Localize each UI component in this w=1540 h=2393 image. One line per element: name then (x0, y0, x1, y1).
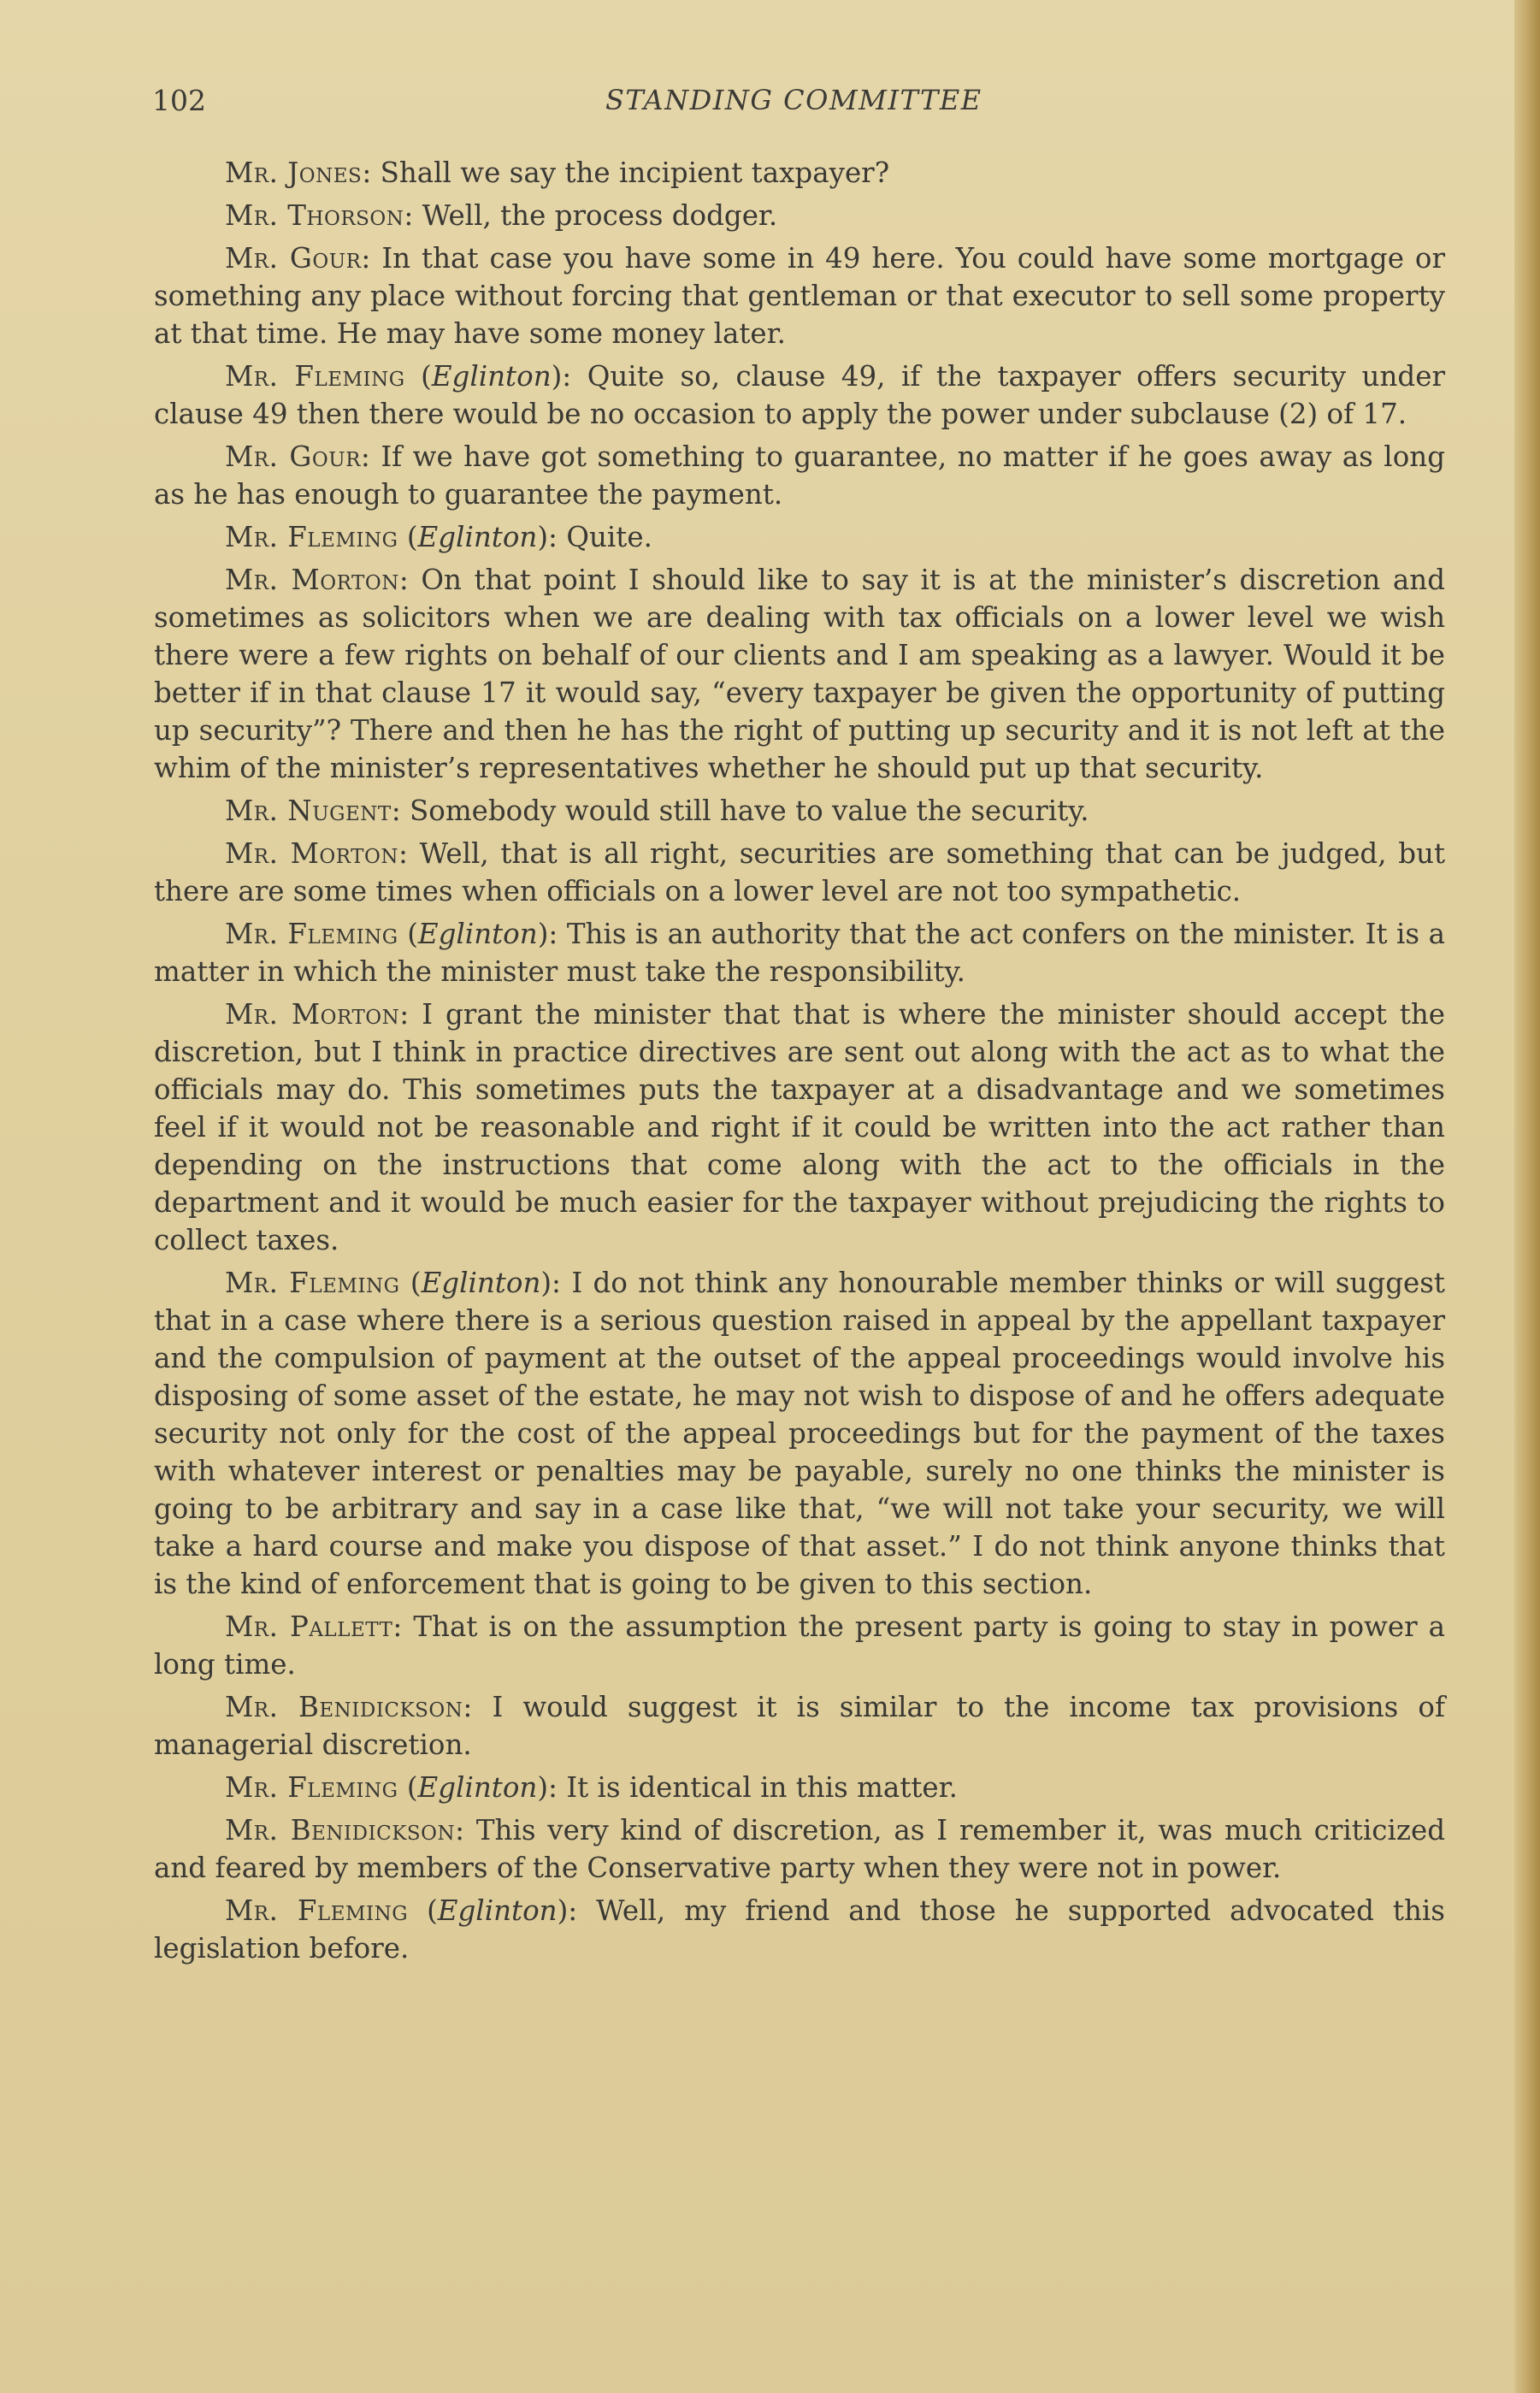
speaker-riding: Eglinton (417, 918, 538, 950)
transcript-paragraph: Mr. Fleming (Eglinton): Quite so, clause 49, if the taxpayer offers security under clause 49 then there would be no occasion to apply the power under subclause (2) of 17. (154, 360, 1445, 430)
speech-text: I grant the minister that that is where the minister should accept the discretion, but I think in practice directives are sent out along with the act as to what the officials may do. This sometimes puts the taxpayer at a disadvantage and we sometimes feel if it would not be reasonable and right if it could be written into the act rather than depending on the instructions that come along with the act to the officials in the department and it would be much easier for the taxpayer without prejudicing the rights to collect taxes. (154, 998, 1445, 1256)
speaker-name: Mr. Gour (225, 242, 362, 275)
speaker-riding: Eglinton (437, 1894, 558, 1927)
speaker-name: Mr. Morton (225, 564, 399, 596)
speaker-name: Mr. Fleming (225, 1267, 400, 1299)
speech-text: Well, the process dodger. (422, 199, 778, 232)
speaker-name: Mr. Pallett (225, 1610, 393, 1643)
transcript-paragraph: Mr. Gour: If we have got something to guarantee, no matter if he goes away as long as he has enough to guarantee the payment. (154, 440, 1445, 511)
transcript-paragraph: Mr. Fleming (Eglinton): It is identical in this matter. (225, 1771, 958, 1804)
speaker-name: Mr. Fleming (225, 1894, 409, 1927)
transcript-paragraph: Mr. Benidickson: This very kind of discretion, as I remember it, was much criticized and feared by members of the Conservative party when they were not in power. (154, 1814, 1445, 1884)
page-number: 102 (152, 84, 206, 117)
speech-text: It is identical in this matter. (566, 1771, 958, 1804)
transcript-paragraph: Mr. Morton: Well, that is all right, securities are something that can be judged, but there are some times when officials on a lower level are not too sympathetic. (154, 837, 1446, 907)
transcript-paragraph: Mr. Fleming (Eglinton): Quite. (225, 521, 652, 553)
page-header (152, 84, 1452, 127)
speech-text: If we have got something to guarantee, no matter if he goes away as long as he has enough to guarantee the payment. (154, 440, 1445, 511)
transcript-paragraph: Mr. Thorson: Well, the process dodger. (225, 199, 778, 232)
transcript-paragraph: Mr. Fleming (Eglinton): Well, my friend and those he supported advocated this legislation before. (154, 1894, 1445, 1965)
speaker-name: Mr. Benidickson (225, 1691, 463, 1723)
speaker-name: Mr. Morton (225, 837, 398, 870)
speech-text: Somebody would still have to value the security. (410, 795, 1089, 827)
transcript-paragraph: Mr. Morton: On that point I should like to say it is at the minister’s discretion and sometimes as solicitors when we are dealing with tax officials on a lower level we wish there were a few rights on behalf of our clients and I am speaking as a lawyer. Would it be better if in that clause 17 it would say, “every taxpayer be given the opportunity of putting up security”? There and then he has the right of putting up security and it is not left at the whim of the minister’s representatives whether he should put up that security. (154, 564, 1446, 784)
speaker-name: Mr. Benidickson (225, 1814, 456, 1846)
speaker-name: Mr. Fleming (225, 360, 405, 393)
transcript-paragraph: Mr. Fleming (Eglinton): I do not think any honourable member thinks or will suggest that in a case where there is a serious question raised in appeal by the appellant taxpayer and the compulsion of payment at the outset of the appeal proceedings would involve his disposing of some asset of the estate, he may not wish to dispose of and he offers adequate security not only for the cost of the appeal proceedings but for the payment of the taxes with whatever interest or penalties may be payable, surely no one thinks the minister is going to be arbitrary and say in a case like that, “we will not take your security, we will take a hard course and make you dispose of that asset.” I do not think anyone thinks that is the kind of enforcement that is going to be given to this section. (154, 1267, 1445, 1600)
speech-text: In that case you have some in 49 here. You could have some mortgage or something any place without forcing that gentleman or that executor to sell some property at that time. He may have some money later. (154, 242, 1445, 350)
speaker-name: Mr. Thorson (225, 199, 404, 232)
transcript-paragraph: Mr. Pallett: That is on the assumption the present party is going to stay in power a long time. (154, 1610, 1446, 1681)
speaker-name: Mr. Jones (225, 157, 363, 189)
transcript-paragraph: Mr. Benidickson: I would suggest it is similar to the income tax provisions of managerial discretion. (154, 1691, 1446, 1761)
speaker-name: Mr. Morton (225, 998, 400, 1031)
speaker-riding: Eglinton (421, 1267, 541, 1299)
speaker-riding: Eglinton (417, 521, 538, 553)
page-edge (1514, 0, 1540, 2393)
speaker-riding: Eglinton (431, 360, 552, 393)
transcript-paragraph: Mr. Gour: In that case you have some in 49 here. You could have some mortgage or something any place without forcing that gentleman or that executor to sell some property at that time. He may have some money later. (154, 242, 1445, 350)
transcript-paragraph: Mr. Nugent: Somebody would still have to value the security. (225, 795, 1089, 827)
speech-text: Quite. (566, 521, 652, 553)
speech-text: I would suggest it is similar to the income tax provisions of managerial discretion. (154, 1691, 1446, 1761)
transcript-paragraph: Mr. Fleming (Eglinton): This is an authority that the act confers on the minister. It is a matter in which the minister must take the responsibility. (154, 918, 1445, 988)
transcript-paragraph: Mr. Jones: Shall we say the incipient taxpayer? (225, 157, 890, 189)
speech-text: That is on the assumption the present party is going to stay in power a long time. (154, 1610, 1446, 1681)
transcript-paragraph: Mr. Morton: I grant the minister that that is where the minister should accept the discretion, but I think in practice directives are sent out along with the act as to what the officials may do. This sometimes puts the taxpayer at a disadvantage and we sometimes feel if it would not be reasonable and right if it could be written into the act rather than depending on the instructions that come along with the act to the officials in the department and it would be much easier for the taxpayer without prejudicing the rights to collect taxes. (154, 998, 1445, 1256)
speech-text: Well, that is all right, securities are something that can be judged, but there are some times when officials on a lower level are not too sympathetic. (154, 837, 1446, 907)
speaker-name: Mr. Fleming (225, 521, 398, 553)
speaker-name: Mr. Fleming (225, 918, 398, 950)
speaker-name: Mr. Fleming (225, 1771, 398, 1804)
speech-text: Shall we say the incipient taxpayer? (380, 157, 890, 189)
speaker-riding: Eglinton (417, 1771, 538, 1804)
speaker-name: Mr. Gour (225, 440, 361, 473)
speaker-name: Mr. Nugent (225, 795, 392, 827)
speech-text: Quite so, clause 49, if the taxpayer offers security under clause 49 then there would be no occasion to apply the power under subclause (2) of 17. (154, 360, 1445, 430)
speech-text: This very kind of discretion, as I remember it, was much criticized and feared by members of the Conservative party when they were not in power. (154, 1814, 1445, 1884)
speech-text: I do not think any honourable member thinks or will suggest that in a case where there is a serious question raised in appeal by the appellant taxpayer and the compulsion of payment at the outset of the appeal proceedings would involve his disposing of some asset of the estate, he may not wish to dispose of and he offers adequate security not only for the cost of the appeal proceedings but for the payment of the taxes with whatever interest or penalties may be payable, surely no one thinks the minister is going to be arbitrary and say in a case like that, “we will not take your security, we will take a hard course and make you dispose of that asset.” I do not think anyone thinks that is the kind of enforcement that is going to be given to this section. (154, 1267, 1445, 1600)
speech-text: Well, my friend and those he supported advocated this legislation before. (154, 1894, 1445, 1965)
running-title: STANDING COMMITTEE (605, 84, 982, 116)
speech-text: On that point I should like to say it is at the minister’s discretion and sometimes as solicitors when we are dealing with tax officials on a lower level we wish there were a few rights on behalf of our clients and I am speaking as a lawyer. Would it be better if in that clause 17 it would say, “every taxpayer be given the opportunity of putting up security”? There and then he has the right of putting up security and it is not left at the whim of the minister’s representatives whether he should put up that security. (154, 564, 1446, 784)
transcript-body (154, 154, 1445, 1972)
speech-text: This is an authority that the act confers on the minister. It is a matter in which the minister must take the responsibility. (154, 918, 1445, 988)
